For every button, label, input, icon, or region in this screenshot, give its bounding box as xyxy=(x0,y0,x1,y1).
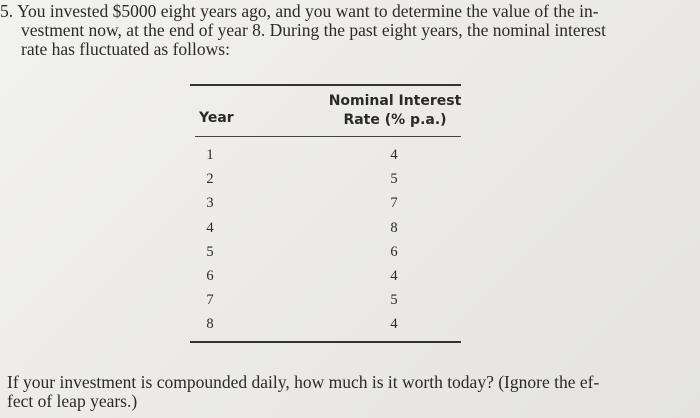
rate-cell: 8 xyxy=(390,219,398,236)
rate-cell: 4 xyxy=(390,267,398,284)
year-column-header: Year xyxy=(199,110,234,126)
table-row xyxy=(190,170,461,194)
year-cell: 4 xyxy=(206,219,214,236)
table-row xyxy=(190,219,461,243)
year-cell: 5 xyxy=(206,243,214,260)
table-row xyxy=(190,315,461,339)
year-cell: 2 xyxy=(206,171,214,188)
problem-number: 5. xyxy=(0,1,14,21)
table-header-rule xyxy=(195,136,461,137)
rate-header-line-2: Rate (% p.a.) xyxy=(343,112,447,128)
table-row xyxy=(190,146,461,170)
year-cell: 1 xyxy=(206,147,214,163)
question-line-1: If your investment is compounded daily, how much is it worth today? (Ignore the ef- xyxy=(7,372,600,392)
table-row xyxy=(190,267,461,291)
table-bottom-rule xyxy=(190,341,461,343)
rate-cell: 5 xyxy=(390,171,398,188)
rate-cell: 4 xyxy=(390,316,398,333)
year-cell: 6 xyxy=(206,267,214,284)
rate-cell: 6 xyxy=(390,243,398,260)
year-cell: 7 xyxy=(206,292,214,309)
rate-header-line-1: Nominal Interest xyxy=(328,93,462,109)
year-cell: 3 xyxy=(206,195,214,212)
table-row xyxy=(190,291,461,315)
year-cell: 8 xyxy=(206,316,214,333)
problem-line-2: vestment now, at the end of year 8. During the past eight years, the nominal interest xyxy=(21,20,606,40)
table-row xyxy=(190,243,461,267)
rate-column-header xyxy=(315,92,475,130)
rate-cell: 5 xyxy=(390,292,398,309)
question-text xyxy=(7,373,599,411)
question-line-2: fect of leap years.) xyxy=(7,391,138,411)
problem-line-1: 5. You invested $5000 eight years ago, and you want to determine the value of the in- xyxy=(0,1,599,21)
rate-cell: 4 xyxy=(390,147,398,163)
table-row xyxy=(190,194,461,218)
problem-line-3: rate has fluctuated as follows: xyxy=(21,39,230,59)
table-body xyxy=(190,146,461,340)
rate-cell: 7 xyxy=(390,195,398,212)
table-top-rule xyxy=(190,84,461,86)
problem-statement xyxy=(0,2,690,59)
